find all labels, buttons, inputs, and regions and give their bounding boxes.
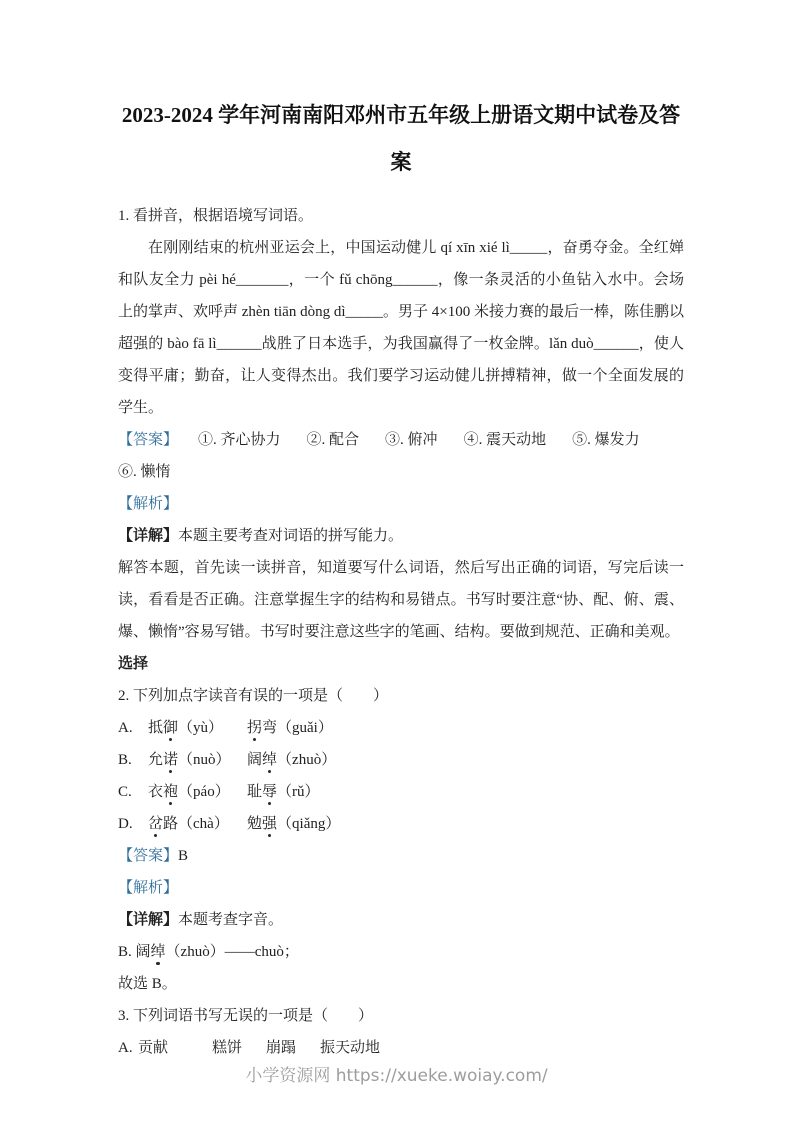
option-label: A.	[118, 720, 133, 736]
emphasized-char: 岔	[148, 816, 164, 832]
q2-detail-line	[118, 904, 684, 936]
text-segment: 耻	[247, 784, 263, 800]
answer-item: ①. 齐心协力	[198, 432, 281, 448]
option-word	[247, 816, 340, 832]
q3-option-label: A.	[118, 1040, 133, 1056]
q2-option	[118, 808, 684, 840]
emphasized-char: 强	[262, 816, 278, 832]
q1-explanation: 解答本题，首先读一读拼音，知道要写什么词语，然后写出正确的词语，写完后读一读，看看是否正确。注意掌握生字的结构和易错点。书写时要注意“协、配、俯、震、爆、懒惰”容易写错。书写时要注意这些字的笔画、结构。要做到规范、正确和美观。	[118, 560, 684, 640]
option-word: 振天动地	[320, 1040, 381, 1056]
option-word	[148, 808, 247, 840]
text-segment: 弯（guǎi）	[262, 720, 333, 736]
site-footer: 小学资源网 https://xueke.woiay.com/	[245, 1066, 548, 1086]
emphasized-char: 袍	[163, 784, 179, 800]
q2-answer-value: B	[178, 848, 189, 864]
text-segment: 允	[148, 752, 164, 768]
detail-label: 【详解】	[118, 912, 179, 928]
q1-detail-line	[118, 520, 684, 552]
emphasized-char: 诺	[163, 752, 179, 768]
text-segment: （páo）	[178, 784, 230, 800]
q2-expl-line	[118, 936, 684, 968]
document-content	[118, 92, 684, 1064]
emphasized-char: 拐	[247, 720, 263, 736]
answer-item: ⑤. 爆发力	[572, 432, 640, 448]
text-segment: B. 阔	[118, 944, 151, 960]
answer-item: ④. 震天动地	[463, 432, 547, 448]
emphasized-char: 御	[163, 720, 179, 736]
answer-item: ②. 配合	[306, 432, 360, 448]
option-word	[247, 752, 336, 768]
text-segment: （zhuò）——chuò；	[165, 944, 299, 960]
q2-analysis-label: 【解析】	[118, 880, 179, 896]
option-word	[247, 720, 333, 736]
answer-item: ③. 俯冲	[385, 432, 438, 448]
q2-conclusion: 故选 B。	[118, 976, 177, 992]
detail-label: 【详解】	[118, 528, 179, 544]
detail-text: 本题考查字音。	[178, 912, 284, 928]
q3-heading: 3. 下列词语书写无误的一项是（ ）	[118, 1008, 374, 1024]
q1-answer-row	[118, 424, 684, 488]
q3-option-words	[138, 1040, 404, 1056]
option-label: C.	[118, 784, 132, 800]
detail-text: 本题主要考查对词语的拼写能力。	[178, 528, 404, 544]
option-word	[148, 776, 247, 808]
q1-heading: 1. 看拼音，根据语境写词语。	[118, 208, 314, 224]
text-segment: （yù）	[178, 720, 224, 736]
page-title: 2023-2024 学年河南南阳邓州市五年级上册语文期中试卷及答案	[121, 103, 681, 174]
q2-heading: 2. 下列加点字读音有误的一项是（ ）	[118, 688, 389, 704]
option-word: 崩蹋	[266, 1040, 297, 1056]
emphasized-char: 绰	[150, 944, 166, 960]
option-label: B.	[118, 752, 132, 768]
emphasized-char: 辱	[262, 784, 278, 800]
text-segment: （rǔ）	[277, 784, 320, 800]
q2-option	[118, 776, 684, 808]
text-segment: 抵	[148, 720, 164, 736]
text-segment: 阔	[247, 752, 263, 768]
option-word: 糕饼	[212, 1040, 243, 1056]
text-segment: 勉	[247, 816, 263, 832]
text-segment: 路（chà）	[163, 816, 229, 832]
section-heading-choice: 选择	[118, 656, 149, 672]
q2-answer-line	[118, 840, 684, 872]
answer-label: 【答案】	[118, 432, 179, 448]
answer-label: 【答案】	[118, 848, 179, 864]
answer-item: ⑥. 懒惰	[118, 464, 171, 480]
option-word	[148, 744, 247, 776]
option-word	[247, 784, 320, 800]
q1-passage: 在刚刚结束的杭州亚运会上，中国运动健儿 qí xīn xié lì_____，奋勇夺金。全红婵和队友全力 pèi hé_______，一个 fǔ chōng______，像一条灵活的小鱼钻入水中。会场上的掌声、欢呼声 zhèn tiān dòng dì_____。男子 4×100 米接力赛的最后一棒，陈佳鹏以超强的 bào fā lì______战胜了日本选手，为我国赢得了一枚金牌。lǎn duò______，使人变得平庸；勤奋，让人变得杰出。我们要学习运动健儿拼搏精神，做一个全面发展的学生。	[118, 240, 684, 416]
q2-option	[118, 712, 684, 744]
q2-options	[118, 712, 684, 840]
q1-analysis-label: 【解析】	[118, 496, 179, 512]
option-word: 贡献	[138, 1040, 169, 1056]
emphasized-char: 绰	[262, 752, 278, 768]
option-label: D.	[118, 816, 133, 832]
text-segment: 衣	[148, 784, 164, 800]
text-segment: （nuò）	[178, 752, 231, 768]
text-segment: （qiǎng）	[277, 816, 341, 832]
option-word	[148, 712, 247, 744]
text-segment: （zhuò）	[277, 752, 337, 768]
q2-option	[118, 744, 684, 776]
